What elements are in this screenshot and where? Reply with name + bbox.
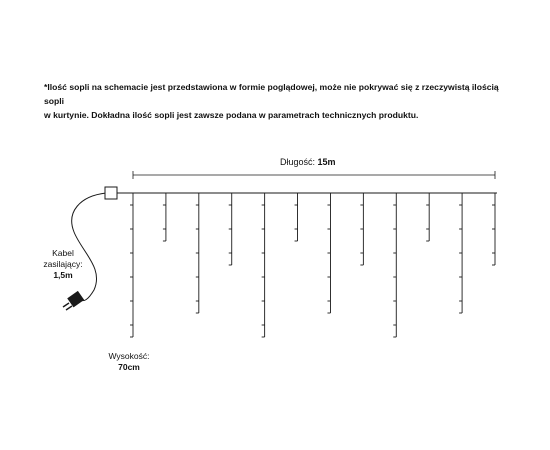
disclaimer-line-1: *Ilość sopli na schemacie jest przedstawiona w formie poglądowej, może nie pokrywać się z rzeczywistą ilością sopli [44,82,499,106]
icicle [327,193,330,313]
cable-label-line-1: Kabel [52,248,74,258]
power-cable [72,193,106,301]
icicle [295,193,298,241]
plug-icon [63,291,84,310]
icicle [229,193,232,265]
icicle [130,193,133,337]
length-dimension [133,171,495,179]
icicle [163,193,166,241]
height-label [104,351,154,373]
icicle [426,193,429,241]
length-label [280,157,336,168]
cable-value: 1,5m [53,270,73,280]
icicle [262,193,265,337]
cable-label [38,248,88,281]
cable-label-line-2: zasilający: [43,259,83,269]
disclaimer-note [44,80,514,122]
height-value: 70cm [118,362,140,372]
icicles [130,193,495,337]
controller-box [105,187,117,199]
icicle [196,193,199,313]
icicle [492,193,495,265]
length-label-text: Długość: [280,157,316,167]
length-value: 15m [317,157,336,167]
disclaimer-line-2: w kurtynie. Dokładna ilość sopli jest zawsze podana w parametrach technicznych produktu. [44,110,419,120]
icicle [459,193,462,313]
icicle [360,193,363,265]
height-label-text: Wysokość: [108,351,150,361]
icicle [393,193,396,337]
